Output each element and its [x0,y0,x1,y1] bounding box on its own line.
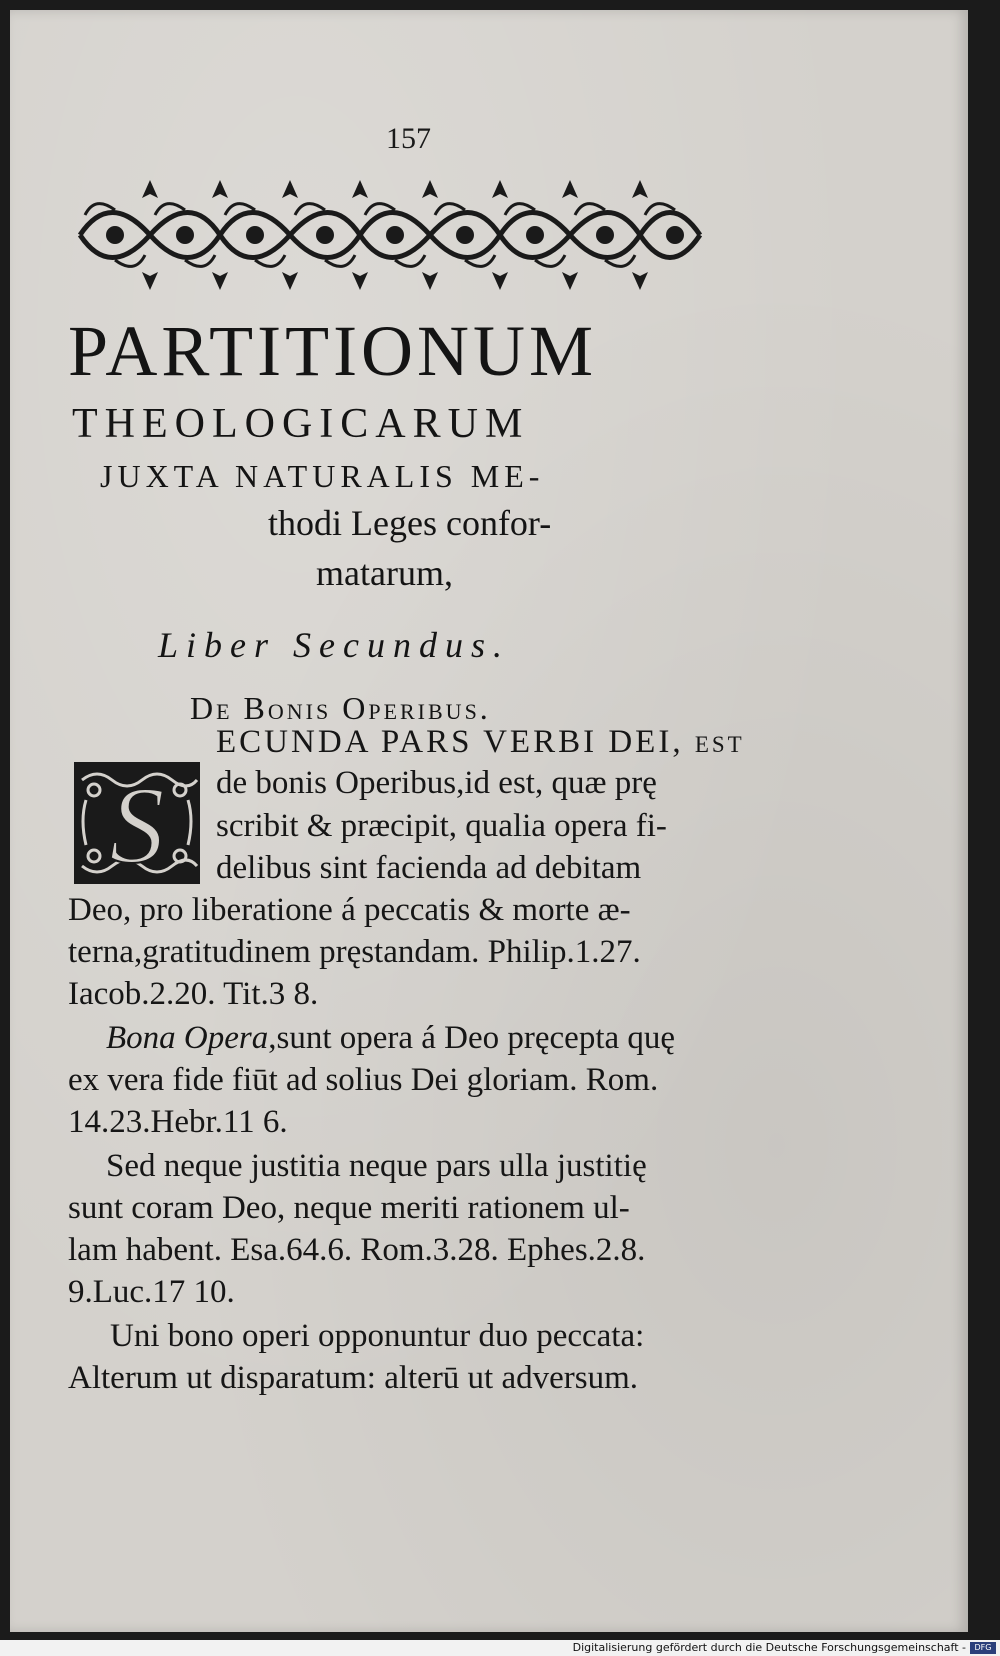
title-line-4: thodi Leges confor- [268,503,552,543]
title-line-1: PARTITIONUM [68,311,598,391]
paragraph1-line-4: delibus sint facienda ad debitam [216,850,642,886]
paragraph1-line-7: Iacob.2.20. Tit.3 8. [68,976,319,1012]
paragraph4-line-1: Uni bono operi opponuntur duo peccata: [110,1318,645,1354]
paragraph1-line-6: terna,gratitudinem pręstandam. Philip.1.27. [68,934,641,970]
book-heading: Liber Secundus. [158,625,510,665]
paragraph3-line-1: Sed neque justitia neque pars ulla justitię [106,1148,647,1184]
ornamental-headpiece [70,170,710,300]
paragraph1-line-5: Deo, pro liberatione á peccatis & morte æ- [68,892,631,928]
svg-text:S: S [109,764,165,886]
book-page [10,10,968,1632]
paragraph3-line-2: sunt coram Deo, neque meriti rationem ul- [68,1190,630,1226]
paragraph2-line-2: ex vera fide fiūt ad solius Dei gloriam. Rom. [68,1062,659,1098]
paragraph4-line-2: Alterum ut disparatum: alterū ut adversum. [68,1360,639,1396]
title-line-5: matarum, [316,553,453,593]
paragraph1-line-2: de bonis Operibus,id est, quæ prę [216,765,657,801]
paragraph2-line-3: 14.23.Hebr.11 6. [68,1104,288,1140]
defined-term: Bona Opera [106,1020,269,1056]
chapter-heading: De Bonis Operibus. [190,690,491,726]
paragraph3-line-4: 9.Luc.17 10. [68,1274,235,1310]
funding-notice: Digitalisierung gefördert durch die Deutsche Forschungsgemeinschaft - [572,1641,966,1654]
paragraph2-line-1 [106,1022,675,1055]
paragraph2-line-1-text: ,sunt opera á Deo pręcepta quę [268,1020,676,1056]
title-line-2: THEOLOGICARUM [72,401,530,447]
title-line-3: JUXTA NATURALIS ME- [100,458,545,494]
page-number: 157 [386,122,431,155]
digitization-footer [0,1640,1000,1656]
dfg-logo[interactable]: DFG [970,1642,996,1654]
decorated-initial-letter [72,760,202,886]
paragraph3-line-3: lam habent. Esa.64.6. Rom.3.28. Ephes.2.8. [68,1232,646,1268]
paragraph1-line-3: scribit & præcipit, qualia opera fi- [216,808,667,844]
paragraph1-line-1: ECUNDA PARS VERBI DEI, est [216,724,745,760]
